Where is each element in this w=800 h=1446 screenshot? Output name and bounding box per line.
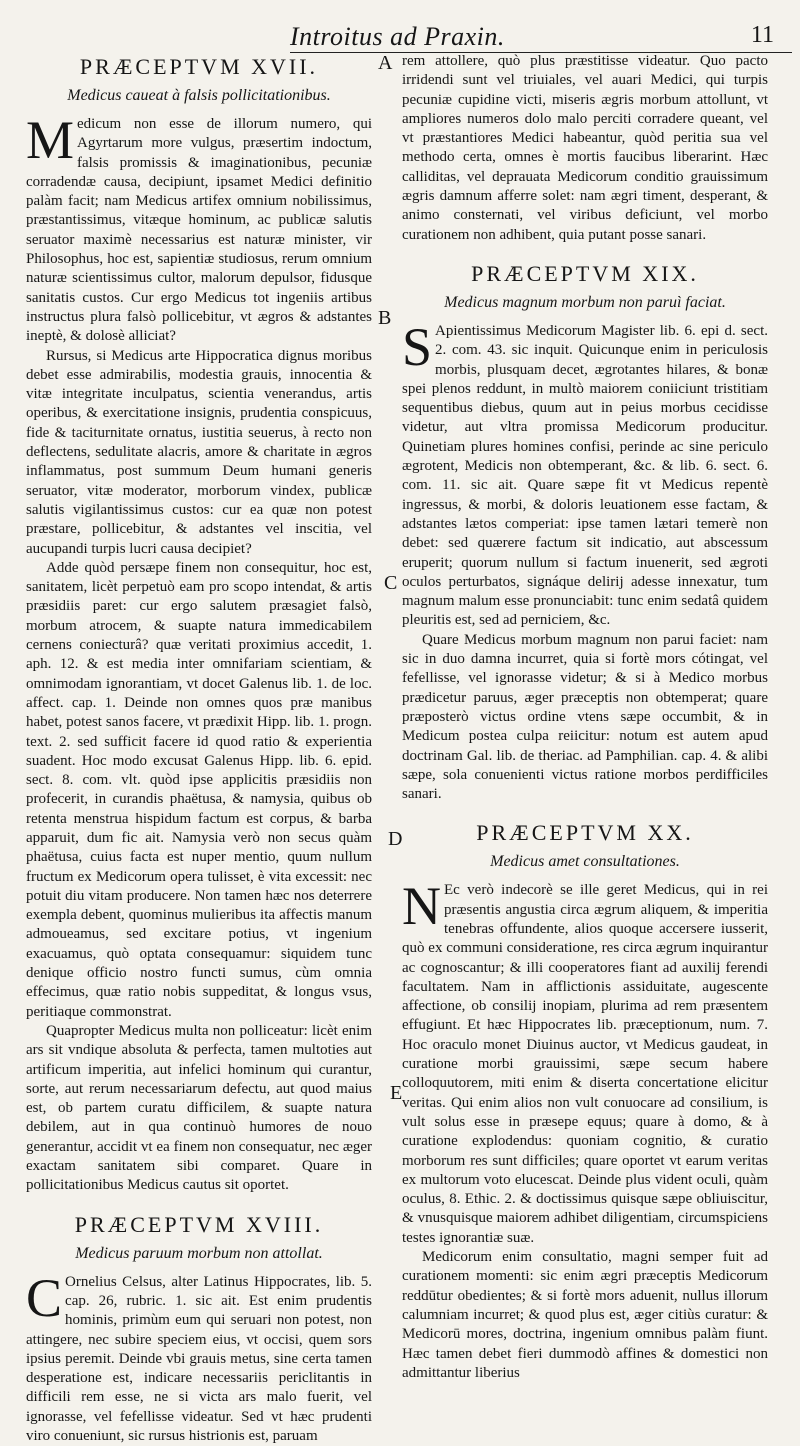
paragraph-text: Ornelius Celsus, alter Latinus Hippocrates, lib. 5. cap. 26, rubric. 1. sic ait. Est enim prudentis hominis, primùm eum qui seruari non potest, non attingere, nec subire speciem eius, vt occisi, quem sors ipsius peremit. Deinde vbi grauis metus, sine certa tamen desperatione est, indicare necessariis periclitantis in difficili rem esse, ne si victa ars malo fuerit, vel ignorasse, vel fefellisse videatur. Sed vt hæc prudenti viro conueniunt, sic rursus histrionis est, paruam <box>26 1273 372 1444</box>
continued-paragraph: rem attollere, quò plus præstitisse videatur. Quo pacto irridendi sunt vel triuiales, vel auari Medici, qui turpis pecuniæ cupidine victi, miseris ægris morbum attollunt, vt ampliores numeros dolo malo perciti corradere queant, vel vt præstantiores Medici habeantur, quòd peritia sua vel methodo certa, omnes è mortis faucibus liberarint. Hæc calliditas, vel deprauata Medicorum conditio grauissimum ægris damnum afferre solet: nam ægri timent, desperant, & animo consternati, vel viribus deficiunt, vel morbo curationem non adhibent, quia putant posse sanari. <box>402 53 768 243</box>
right-column <box>402 52 768 1381</box>
paragraph-text: Apientissimus Medicorum Magister lib. 6. epi d. sect. 2. com. 43. sic inquit. Quicunque enim in periculosis morbis, plusquam decet, ægrotantes hilares, & bonæ spei plenos reddunt, in multò maiorem coniiciunt tristitiam sequentibus diebus, quum aut in peius morbus cecidisse videtur, aut vltra promissa Medicorum producitur. Quinetiam plures homines confisi, perinde ac sine periculo ægrotent, Medicis non obtemperant, &c. & lib. 6. sect. 6. com. 11. sic ait. Quare sæpe fit vt Medicus repentè ingressus, & morbi, & doloris leuationem esse factam, & adstantes lætos comperiat: ipse tamen lætari temerè non debet: sed quærere factum sit indicatio, aut abscessum eruperit; quorum nullum si factum inuenerit, sed ægroti oculos perturbatos, signáque delirij adesse innexatur, tum magnum malum esse pronunciabit: tunc enim sedatâ quidem pleuritis est, sed ad perniciem, &c. <box>402 322 768 629</box>
paragraph-text: Ec verò indecorè se ille geret Medicus, qui in rei præsentis angustia circa ægrum aliquem, & imperitia tenebras offundente, alios quoque accersere iusserit, quò ex communi consideratione, res circa ægrum inquirantur ac cognoscantur; & illi cooperatores fiant ad auxilij ferendi facultatem. Nam in afflictionis assiduitate, augescente affectione, ob consilij inopiam, plurima ad rem præsentem effugiunt. Et hæc Hippocrates lib. præceptionum, num. 7. Hoc oraculo monet Diuinus auctor, vt Medicus gaudeat, in curatione morbi grauissimi, sæpe secum habere colloquutorem, miti enim & diserta concertatione elicitur veritas. Qui enim alios non vult conuocare ad consilium, is vult solus esse in præsepe equus; quare à domo, & à curatione explodendus: quoniam cognitio, & curatio morborum res sunt difficiles; quare oportet vt earum veritas ex multorum voto elucescat. Deinde plus vident oculi, quàm oculus, 8. Ethic. 2. & doctissimus quisque sæpe obliuiscitur, & vnusquisque maiorem adhibet diligentiam, circumspiciens testes ignorantiæ suæ. <box>402 882 768 1246</box>
precept-20-paragraph: Medicorum enim consultatio, magni semper fuit ad curationem momenti: sic enim ægri præceptis Medicorum reddūtur obedientes; & si fortè mors aduenit, nullus illorum calumniam incurret; & quod plus est, æger citiùs curatur: & Medicorū mores, doctrina, ingenium omnibus palàm fiunt. Hæc tamen debet fieri dummodò affines & domestici non admittantur liberius <box>402 1249 768 1381</box>
drop-cap: M <box>26 110 75 170</box>
margin-letter-e: E <box>390 1082 403 1104</box>
precept-19-paragraph: Quare Medicus morbum magnum non parui faciet: nam sic in duo damna incurret, quia si fortè mors cótingat, vel fefellisse, vel ignorasse videtur; & si à Medico morbus prædicetur paruus, æger præceptis non obtemperat; quare præposterò victus ordine vtens sæpe occumbit, & in Medicum postea culpa reiicitur: notum est autem apud doctrinam Gal. lib. de theriac. ad Pamphilian. cap. 4. & alibi sæpe, sola conuenienti victus ratione morbos perdifficiles sanari. <box>402 631 768 803</box>
precept-19-subtitle: Medicus magnum morbum non paruì faciat. <box>444 293 726 311</box>
margin-letter-b: B <box>378 307 392 329</box>
left-column <box>26 52 372 1444</box>
precept-18-paragraph <box>26 1267 372 1446</box>
margin-letter-d: D <box>388 828 403 850</box>
precept-18-heading: PRÆCEPTVM XVIII. <box>74 1211 324 1237</box>
margin-letter-a: A <box>378 52 393 74</box>
drop-cap: S <box>402 316 433 377</box>
drop-cap: N <box>402 876 441 937</box>
precept-19-paragraph <box>402 316 768 631</box>
precept-17-paragraph: Quapropter Medicus multa non polliceatur: licèt enim ars sit vndique absoluta & perfecta, tamen multoties aut artificum imperitia, aut infelici hominum qui curantur, sorte, aut rerum necessariarum defectu, aut quod maius est, ob partem curatu difficilem, & suapte natura debilem, aut in qua continuò humores de nouo generantur, accidit vt ea finem non consequatur, nec æger exactam sanitatem sibi comparet. Quare in pollicitationibus Medicus cautus sit oportet. <box>26 1022 372 1194</box>
precept-17-heading: PRÆCEPTVM XVII. <box>79 54 319 79</box>
precept-20-subtitle: Medicus amet consultationes. <box>490 853 680 871</box>
precept-20-heading: PRÆCEPTVM XX. <box>476 820 694 846</box>
margin-letter-c: C <box>384 572 398 594</box>
page-number: 11 <box>750 22 774 48</box>
running-head <box>290 22 792 53</box>
precept-20-paragraph <box>402 876 768 1248</box>
drop-cap: C <box>26 1267 63 1328</box>
precept-18-subtitle: Medicus paruum morbum non attollat. <box>75 1244 323 1262</box>
precept-17-paragraph: Adde quòd persæpe finem non consequitur, hoc est, sanitatem, licèt perpetuò eam pro scopo intendat, & artis præsidiis paret: cur ergo salutem præsagiet falsò, morbum atrocem, & suapte natura immedicabilem cernens coniecturâ? quæ veritati proximius accedit, 1. aph. 12. & est media inter omnifariam scientiam, & omnimodam ignorantiam, vt docet Galenus lib. 1. de loc. affect. cap. 1. Deinde non omnes quos præ manibus habet, potest sanos facere, vt prædixit Hipp. lib. 1. progn. text. 2. sed sufficit facere id quod ratio & experientia suadent. Hoc modo excusat Galenus Hipp. lib. 6. epid. sect. 8. com. vlt. quòd ipse applicitis præsidiis non profecerit, in curandis phaëtusa, & namysia, quibus ob retenta menstrua hispidum factum est corpus, & barba apparuit, dum fic ait. Namysia verò non secus quàm phaëtusa, cuius facta est nuper mentio, quum nullum fructum ex Medicorum opera tulisset, è vita excessit: nec potuit diu vitam producere. Non tamen hæc nos deterrere exempla debent, quominus mulieribus ita affectis manum admoueamus, sed excitare potius, vt ingenium exacuamus, quò optata consequamur: siquidem tunc denique officio nostro functi sumus, cùm omnia effecimus, quæ ratio nobis suppeditat, & longus vsus, peritiaque commonstrat. <box>26 559 372 1020</box>
running-head-title: Introitus ad Praxin. <box>290 22 505 51</box>
paragraph-text: edicum non esse de illorum numero, qui Agyrtarum more vulgus, præsertim indoctum, falsis promissis & imaginationibus, pecuniæ corradendæ causa, decipiunt, ipsamet Medici definitio palàm facit; nam Medicus artifex omnium nobilissimus, præstantissimus, vitæque hominum, ac publicæ salutis seruator maximè necessarius est naturæ minister, vir Philosophus, hoc est, sapientiæ studiosus, rerum omnium naturæ scientissimus cultor, malorum depulsor, fidusque sanitatis custos. Cur ergo Medicus tot ingeniis artibus instructus plura falsò pollicebitur, vt ægros & adstantes ineptè, & dolosè alliciat? <box>26 116 372 345</box>
precept-17-paragraph <box>26 110 372 347</box>
precept-19-heading: PRÆCEPTVM XIX. <box>471 260 699 286</box>
precept-17-subtitle: Medicus caueat à falsis pollicitationibus. <box>67 87 331 104</box>
precept-17-paragraph: Rursus, si Medicus arte Hippocratica dignus moribus debet esse admirabilis, modestia grauis, innocentia & vitæ integritate inculpatus, scientia venerandus, artis operibus, & exercitatione insignis, prudentia conspicuus, fide & taciturnitate ornatus, iustitia seuerus, à recto non deflectens, sedulitate alacris, amore & charitate in ægros inflammatus, post summum Deum humani generis seruator, vitæ moderator, morborum vindex, publicæ salutis vigilantissimus custos: cur ea quæ non potest præstare, pollicebitur, & adstantes vel inscitia, vel aucupandi turpis lucri causa decipiet? <box>26 347 372 557</box>
